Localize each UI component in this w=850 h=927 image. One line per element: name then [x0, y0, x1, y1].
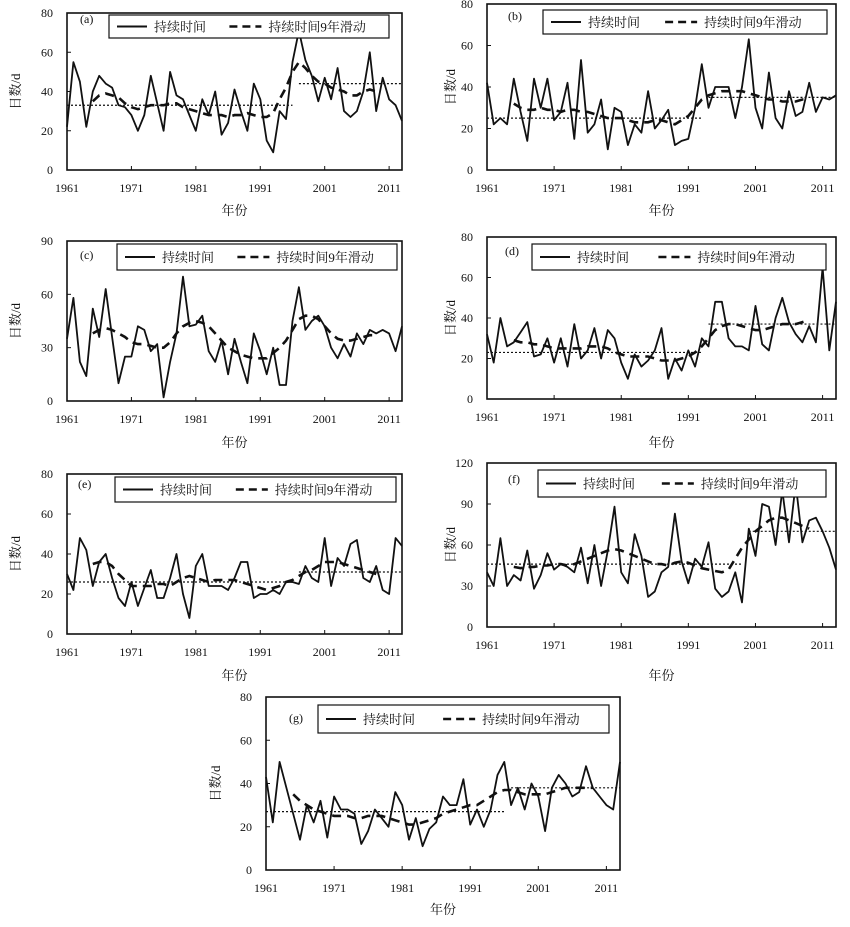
y-tick-label: 30 — [461, 579, 473, 593]
y-axis-label: 日数/d — [8, 535, 23, 573]
x-tick-label: 1981 — [183, 645, 208, 659]
y-tick-label: 20 — [41, 123, 53, 138]
y-tick-label: 20 — [240, 819, 252, 834]
y-tick-label: 0 — [246, 863, 252, 877]
x-tick-label: 1991 — [676, 181, 701, 195]
y-tick-label: 60 — [461, 270, 473, 285]
legend-raw-label: 持续时间 — [583, 476, 636, 492]
x-tick-label: 1991 — [676, 410, 701, 424]
y-tick-label: 60 — [461, 38, 473, 53]
legend-smooth-label: 持续时间9年滑动 — [700, 476, 799, 492]
x-axis-label: 年份 — [648, 435, 675, 450]
y-tick-label: 120 — [455, 456, 473, 470]
x-tick-label: 2011 — [377, 181, 401, 195]
panel-label: (c) — [80, 248, 94, 262]
x-tick-label: 1991 — [248, 645, 273, 659]
x-tick-label: 1961 — [254, 881, 278, 895]
y-tick-label: 0 — [467, 392, 473, 406]
panel-label: (e) — [78, 477, 92, 491]
chart-panel — [443, 456, 836, 683]
legend — [538, 470, 826, 497]
y-tick-label: 40 — [461, 80, 473, 94]
x-tick-label: 1961 — [55, 645, 79, 659]
x-tick-label: 1991 — [458, 881, 483, 895]
y-axis-label: 日数/d — [443, 526, 458, 564]
x-tick-label: 1971 — [119, 412, 144, 426]
y-tick-label: 60 — [41, 507, 53, 521]
y-axis-label: 日数/d — [443, 299, 458, 337]
panel-label: (f) — [508, 472, 520, 486]
x-tick-label: 1971 — [542, 410, 567, 424]
y-tick-label: 30 — [41, 340, 53, 355]
x-tick-label: 1971 — [542, 181, 567, 195]
x-tick-label: 1981 — [609, 638, 634, 652]
x-tick-label: 1971 — [542, 638, 567, 652]
x-tick-label: 1981 — [609, 181, 634, 195]
y-tick-label: 60 — [41, 287, 53, 302]
legend — [117, 244, 397, 270]
y-tick-label: 80 — [461, 0, 473, 11]
legend-raw-label: 持续时间 — [577, 250, 630, 265]
x-tick-label: 1961 — [475, 181, 499, 195]
y-tick-label: 0 — [47, 627, 53, 641]
legend-raw-label: 持续时间 — [588, 15, 641, 30]
x-tick-label: 1961 — [55, 181, 79, 195]
y-tick-label: 40 — [41, 84, 53, 99]
y-tick-label: 0 — [467, 620, 473, 634]
x-tick-label: 2001 — [312, 645, 337, 659]
series-raw-line — [487, 39, 836, 149]
series-raw-line — [67, 538, 402, 618]
legend-smooth-label: 持续时间9年滑动 — [482, 712, 580, 727]
y-tick-label: 60 — [240, 733, 252, 748]
series-raw-line — [487, 484, 836, 603]
chart-panel — [8, 6, 402, 218]
legend-raw-label: 持续时间 — [154, 19, 207, 35]
y-tick-label: 20 — [461, 351, 473, 366]
y-tick-label: 80 — [240, 690, 252, 704]
x-tick-label: 2001 — [312, 412, 337, 426]
series-smooth-line — [514, 320, 809, 361]
x-tick-label: 1971 — [119, 181, 144, 195]
x-tick-label: 2001 — [743, 181, 768, 195]
panel-label: (b) — [508, 9, 522, 23]
y-axis-label: 日数/d — [8, 302, 23, 340]
x-tick-label: 2001 — [526, 881, 551, 895]
y-tick-label: 0 — [467, 163, 473, 177]
x-tick-label: 1961 — [475, 410, 499, 424]
x-tick-label: 2001 — [312, 181, 337, 195]
legend-smooth-label: 持续时间9年滑动 — [697, 250, 795, 265]
y-tick-label: 40 — [41, 547, 53, 561]
chart-panel — [8, 467, 402, 683]
series-raw-line — [266, 762, 620, 846]
legend-raw-label: 持续时间 — [160, 482, 213, 498]
x-tick-label: 1971 — [119, 645, 144, 659]
x-tick-label: 1991 — [248, 181, 273, 195]
y-tick-label: 40 — [240, 776, 252, 791]
y-tick-label: 0 — [47, 394, 53, 408]
x-tick-label: 2011 — [377, 412, 401, 426]
y-tick-label: 60 — [41, 45, 53, 60]
legend-smooth-label: 持续时间9年滑动 — [704, 15, 802, 30]
y-tick-label: 80 — [461, 230, 473, 244]
legend-smooth-label: 持续时间9年滑动 — [268, 19, 366, 35]
x-tick-label: 1961 — [475, 638, 499, 652]
chart-panel — [8, 234, 402, 450]
y-tick-label: 80 — [41, 6, 53, 20]
series-raw-line — [67, 277, 402, 398]
y-tick-label: 90 — [41, 234, 53, 248]
y-axis-label: 日数/d — [8, 73, 23, 110]
x-axis-label: 年份 — [221, 435, 248, 450]
panel-label: (g) — [289, 711, 303, 725]
panel-label: (a) — [80, 12, 94, 26]
y-axis-label: 日数/d — [443, 68, 458, 106]
legend — [115, 477, 396, 502]
legend-raw-label: 持续时间 — [162, 250, 215, 265]
legend — [532, 244, 826, 270]
series-smooth-line — [514, 518, 809, 573]
x-axis-label: 年份 — [221, 203, 248, 218]
y-tick-label: 20 — [41, 587, 53, 601]
x-axis-label: 年份 — [648, 668, 675, 683]
x-axis-label: 年份 — [429, 902, 457, 917]
y-tick-label: 0 — [47, 163, 53, 177]
x-axis-label: 年份 — [648, 203, 675, 218]
x-tick-label: 2011 — [377, 645, 401, 659]
y-tick-label: 60 — [461, 538, 473, 552]
legend-smooth-label: 持续时间9年滑动 — [274, 482, 373, 498]
x-tick-label: 1981 — [390, 881, 415, 895]
legend — [543, 10, 827, 34]
legend-smooth-label: 持续时间9年滑动 — [276, 250, 374, 265]
panel-label: (d) — [505, 244, 519, 258]
x-tick-label: 1991 — [248, 412, 273, 426]
legend-raw-label: 持续时间 — [363, 712, 416, 727]
y-tick-label: 80 — [41, 467, 53, 481]
y-tick-label: 40 — [461, 311, 473, 325]
x-tick-label: 2001 — [743, 638, 768, 652]
chart-panel — [443, 230, 836, 450]
x-tick-label: 2011 — [594, 881, 619, 895]
y-axis-label: 日数/d — [208, 765, 223, 802]
x-tick-label: 1961 — [55, 412, 79, 426]
x-tick-label: 2011 — [810, 638, 835, 652]
x-tick-label: 1981 — [183, 181, 208, 195]
x-axis-label: 年份 — [221, 668, 248, 683]
legend — [109, 15, 389, 38]
x-tick-label: 2011 — [810, 410, 835, 424]
x-tick-label: 1971 — [322, 881, 347, 895]
x-tick-label: 1981 — [609, 410, 634, 424]
x-tick-label: 2001 — [743, 410, 768, 424]
legend — [318, 705, 609, 733]
y-tick-label: 20 — [461, 121, 473, 136]
x-tick-label: 1981 — [183, 412, 208, 426]
chart-panel — [443, 0, 836, 218]
x-tick-label: 1991 — [676, 638, 701, 652]
y-tick-label: 90 — [461, 497, 473, 511]
x-tick-label: 2011 — [810, 181, 835, 195]
chart-panel — [208, 690, 620, 917]
series-raw-line — [67, 31, 402, 153]
